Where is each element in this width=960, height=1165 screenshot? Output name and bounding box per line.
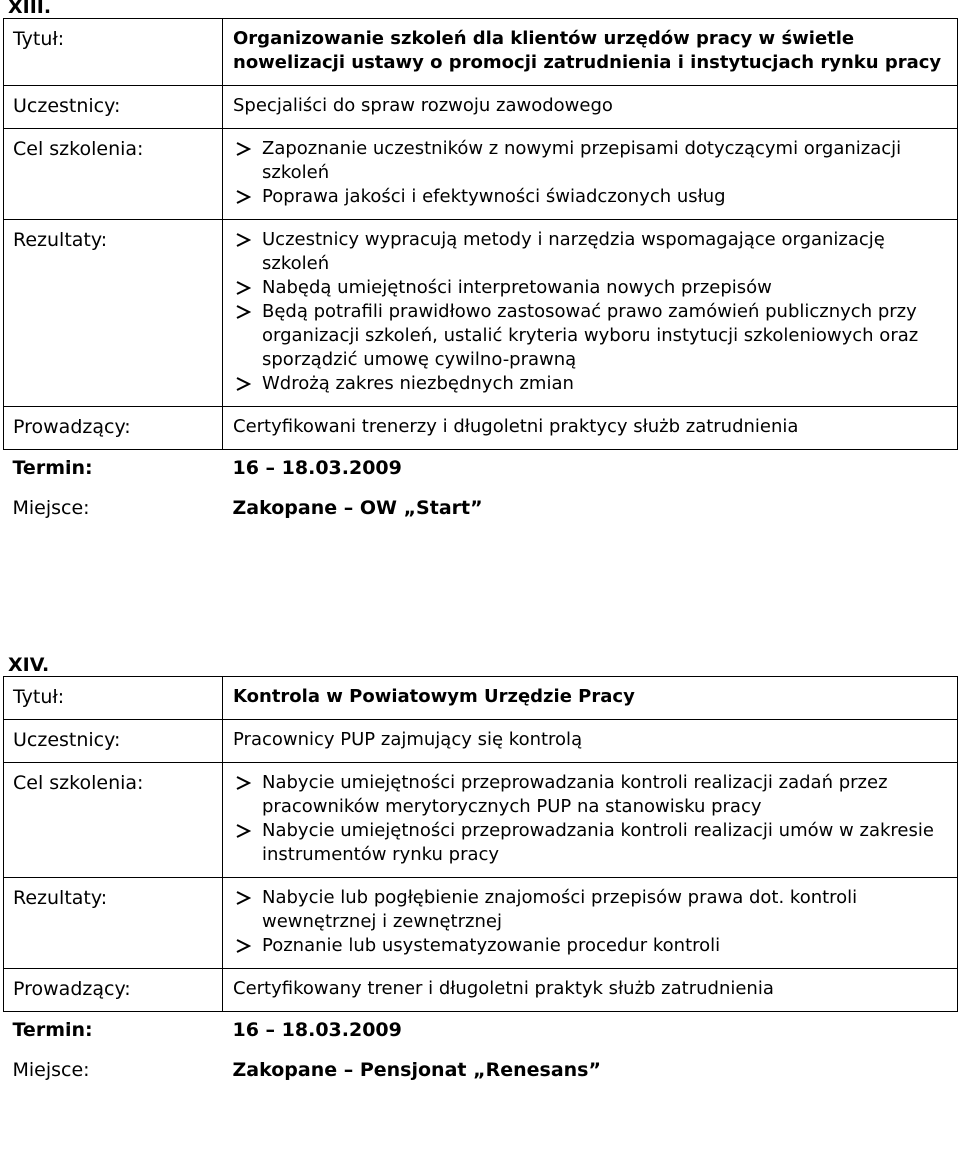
date-value: 16 – 18.03.2009 <box>232 457 402 479</box>
goal-label: Cel szkolenia: <box>4 129 223 220</box>
arrow-bullet-icon <box>235 939 251 953</box>
training-section-xiv <box>3 676 958 1092</box>
result-item-text: Wdrożą zakres niezbędnych zmian <box>262 373 574 394</box>
results-label: Rezultaty: <box>4 878 223 969</box>
participants-label: Uczestnicy: <box>4 720 223 763</box>
training-title: Organizowanie szkoleń dla klientów urzędów pracy w świetle nowelizacji ustawy o promocji zatrudnienia i instytucjach rynku pracy <box>223 19 958 86</box>
result-item-text: Uczestnicy wypracują metody i narzędzia wspomagające organizację szkoleń <box>262 229 885 274</box>
goal-item-text: Nabycie umiejętności przeprowadzania kontroli realizacji zadań przez pracowników merytorycznych PUP na stanowisku pracy <box>262 772 888 817</box>
list-item <box>233 886 953 934</box>
trainer-value: Certyfikowani trenerzy i długoletni praktycy służb zatrudnienia <box>223 407 958 450</box>
participants-row <box>4 86 958 129</box>
arrow-bullet-icon <box>235 377 251 391</box>
results-label: Rezultaty: <box>4 220 223 407</box>
goal-row <box>4 129 958 220</box>
trainer-value: Certyfikowany trener i długoletni praktyk służb zatrudnienia <box>223 969 958 1012</box>
list-item <box>233 934 953 958</box>
results-list-cell <box>223 878 958 969</box>
training-section-xiii <box>3 18 958 530</box>
arrow-bullet-icon <box>235 281 251 295</box>
training-title: Kontrola w Powiatowym Urzędzie Pracy <box>223 677 958 720</box>
participants-value: Specjaliści do spraw rozwoju zawodowego <box>223 86 958 129</box>
goal-item-text: Nabycie umiejętności przeprowadzania kontroli realizacji umów w zakresie instrumentów rynku pracy <box>262 820 934 865</box>
goal-list-cell <box>223 129 958 220</box>
result-item-text: Nabycie lub pogłębienie znajomości przepisów prawa dot. kontroli wewnętrznej i zewnętrznej <box>262 887 858 932</box>
goal-label: Cel szkolenia: <box>4 763 223 878</box>
date-row <box>4 450 958 491</box>
arrow-bullet-icon <box>235 776 251 790</box>
result-item-text: Nabędą umiejętności interpretowania nowych przepisów <box>262 277 772 298</box>
participants-value: Pracownicy PUP zajmujący się kontrolą <box>223 720 958 763</box>
goal-list-cell <box>223 763 958 878</box>
list-item <box>233 771 953 819</box>
trainer-row <box>4 407 958 450</box>
participants-label: Uczestnicy: <box>4 86 223 129</box>
place-row <box>4 1052 958 1092</box>
participants-row <box>4 720 958 763</box>
arrow-bullet-icon <box>235 305 251 319</box>
title-row <box>4 19 958 86</box>
results-list-cell <box>223 220 958 407</box>
goal-item-text: Zapoznanie uczestników z nowymi przepisami dotyczącymi organizacji szkoleń <box>262 138 902 183</box>
title-row <box>4 677 958 720</box>
place-label: Miejsce: <box>12 497 90 519</box>
arrow-bullet-icon <box>235 190 251 204</box>
section-number: XIII. <box>8 0 52 18</box>
date-label: Termin: <box>12 1019 93 1041</box>
result-item-text: Poznanie lub usystematyzowanie procedur kontroli <box>262 935 721 956</box>
section-number: XIV. <box>8 654 50 676</box>
list-item <box>233 300 953 372</box>
list-item <box>233 185 953 209</box>
results-list <box>233 228 953 396</box>
place-value: Zakopane – Pensjonat „Renesans” <box>232 1059 601 1081</box>
place-label: Miejsce: <box>12 1059 90 1081</box>
place-value: Zakopane – OW „Start” <box>232 497 483 519</box>
date-value: 16 – 18.03.2009 <box>232 1019 402 1041</box>
arrow-bullet-icon <box>235 233 251 247</box>
results-row <box>4 878 958 969</box>
trainer-row <box>4 969 958 1012</box>
date-label: Termin: <box>12 457 93 479</box>
results-row <box>4 220 958 407</box>
list-item <box>233 819 953 867</box>
date-row <box>4 1012 958 1053</box>
title-label: Tytuł: <box>4 677 223 720</box>
arrow-bullet-icon <box>235 824 251 838</box>
title-label: Tytuł: <box>4 19 223 86</box>
goal-list <box>233 137 953 209</box>
goal-item-text: Poprawa jakości i efektywności świadczonych usług <box>262 186 726 207</box>
list-item <box>233 276 953 300</box>
place-row <box>4 490 958 530</box>
list-item <box>233 228 953 276</box>
arrow-bullet-icon <box>235 891 251 905</box>
arrow-bullet-icon <box>235 142 251 156</box>
list-item <box>233 137 953 185</box>
trainer-label: Prowadzący: <box>4 407 223 450</box>
list-item <box>233 372 953 396</box>
results-list <box>233 886 953 958</box>
goal-list <box>233 771 953 867</box>
trainer-label: Prowadzący: <box>4 969 223 1012</box>
result-item-text: Będą potrafili prawidłowo zastosować prawo zamówień publicznych przy organizacji szkoleń, ustalić kryteria wyboru instytucji szkoleniowych oraz sporządzić umowę cywilno-prawną <box>262 301 919 370</box>
goal-row <box>4 763 958 878</box>
